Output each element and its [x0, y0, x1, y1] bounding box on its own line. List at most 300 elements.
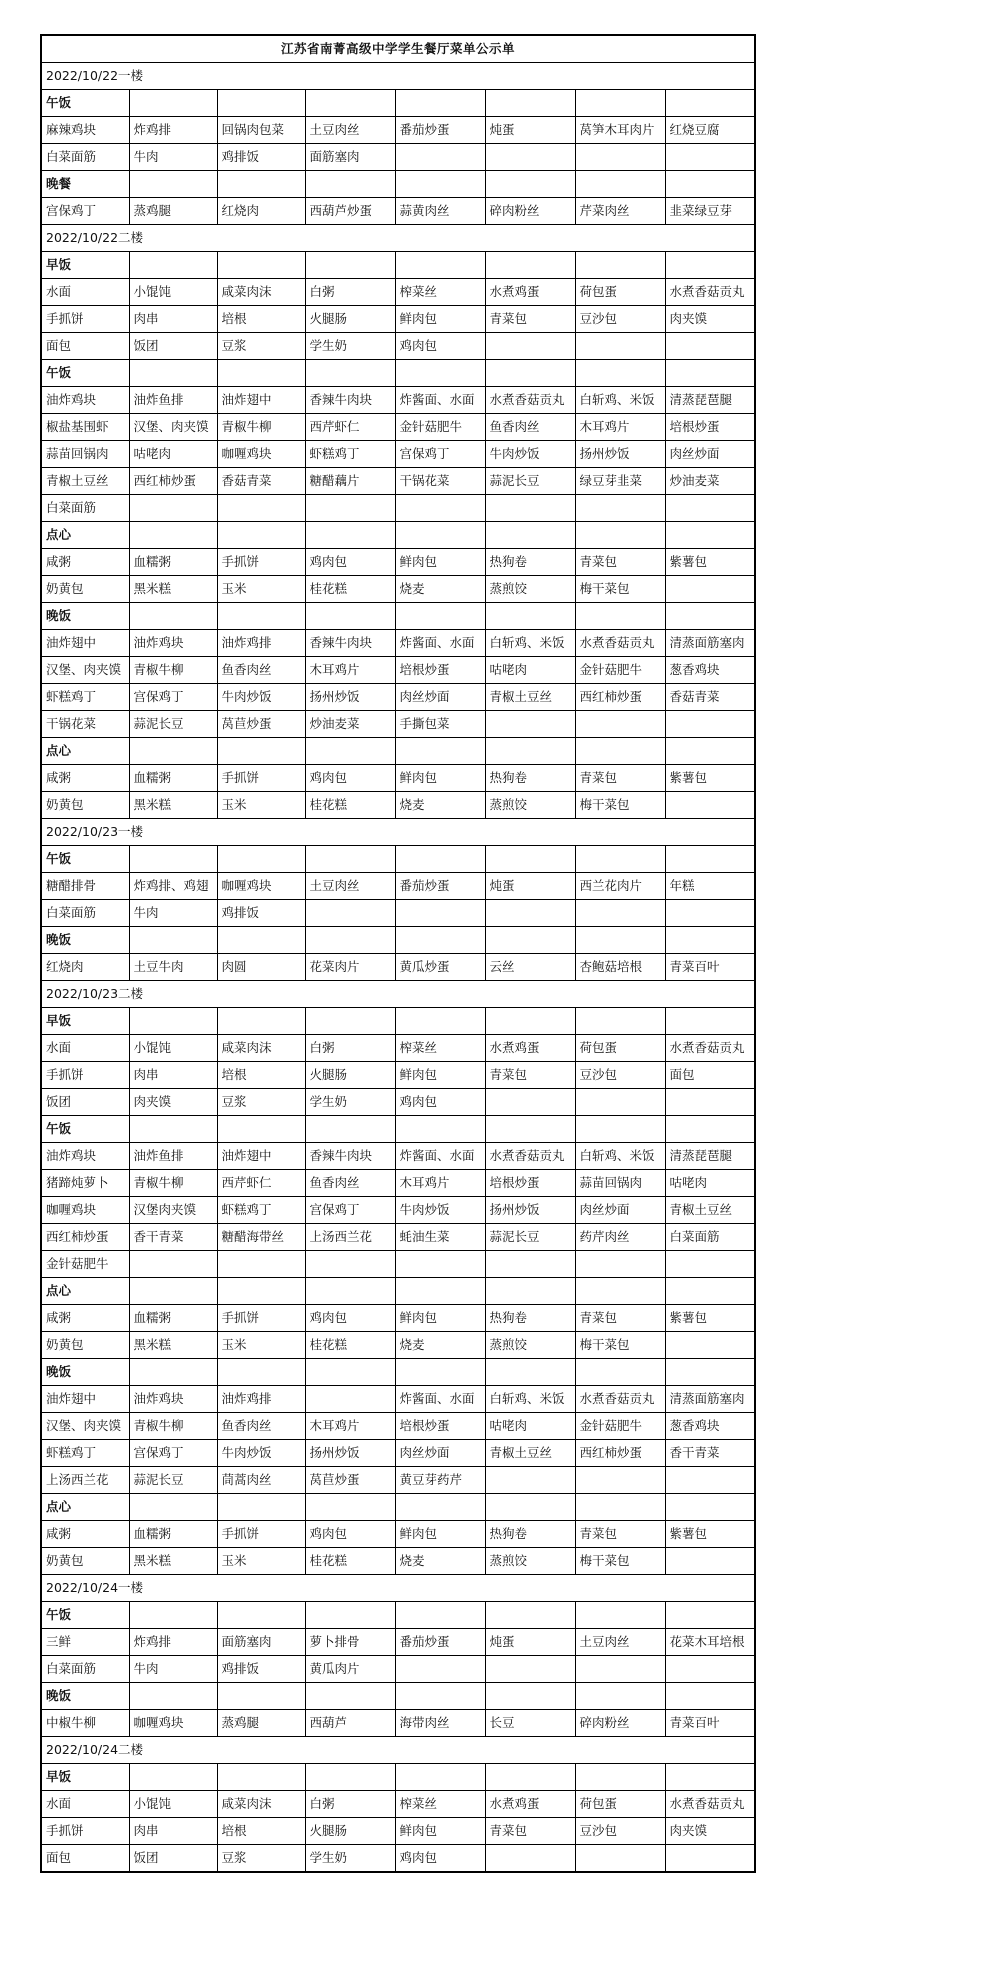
- dish-row: [41, 1845, 755, 1873]
- dish-cell: 油炸翅中: [217, 1143, 305, 1170]
- dish-cell: 油炸翅中: [41, 1386, 129, 1413]
- meal-label-1-0: 早饭: [41, 252, 129, 279]
- meal-header-spacer: [129, 522, 217, 549]
- dish-cell: 咕咾肉: [129, 441, 217, 468]
- dish-cell: 黑米糕: [129, 1332, 217, 1359]
- dish-row: [41, 117, 755, 144]
- dish-cell: 白粥: [305, 1791, 395, 1818]
- meal-header-row: [41, 90, 755, 117]
- dish-row: [41, 630, 755, 657]
- date-header-5: 2022/10/24二楼: [41, 1737, 755, 1764]
- dish-cell: 桂花糕: [305, 792, 395, 819]
- meal-header-spacer: [575, 1116, 665, 1143]
- dish-cell: 白斩鸡、米饭: [485, 1386, 575, 1413]
- dish-cell: 手抓饼: [41, 306, 129, 333]
- dish-cell: 咸菜肉沫: [217, 1791, 305, 1818]
- dish-cell: 鸡排饭: [217, 144, 305, 171]
- dish-cell: 豆沙包: [575, 1062, 665, 1089]
- dish-row: [41, 873, 755, 900]
- empty-cell: [485, 495, 575, 522]
- empty-cell: [485, 900, 575, 927]
- dish-cell: 碎肉粉丝: [485, 198, 575, 225]
- dish-cell: 木耳鸡片: [395, 1170, 485, 1197]
- empty-cell: [575, 900, 665, 927]
- dish-cell: 火腿肠: [305, 1062, 395, 1089]
- dish-cell: 鲜肉包: [395, 765, 485, 792]
- dish-cell: 蒸煎饺: [485, 1548, 575, 1575]
- meal-header-spacer: [395, 738, 485, 765]
- dish-row: [41, 576, 755, 603]
- dish-cell: 饭团: [41, 1089, 129, 1116]
- dish-cell: 水煮鸡蛋: [485, 279, 575, 306]
- dish-cell: 绿豆芽韭菜: [575, 468, 665, 495]
- meal-header-row: [41, 1683, 755, 1710]
- dish-row: [41, 1818, 755, 1845]
- dish-cell: 扬州炒饭: [575, 441, 665, 468]
- dish-cell: 虾糕鸡丁: [41, 1440, 129, 1467]
- meal-header-spacer: [129, 1359, 217, 1386]
- dish-cell: 香辣牛肉块: [305, 1143, 395, 1170]
- dish-cell: 手撕包菜: [395, 711, 485, 738]
- meal-label-3-1: 午饭: [41, 1116, 129, 1143]
- dish-cell: 金针菇肥牛: [395, 414, 485, 441]
- dish-cell: 鲜肉包: [395, 1521, 485, 1548]
- dish-cell: 手抓饼: [41, 1062, 129, 1089]
- dish-row: [41, 657, 755, 684]
- meal-header-spacer: [575, 1359, 665, 1386]
- dish-cell: 咸粥: [41, 765, 129, 792]
- dish-cell: 上汤西兰花: [305, 1224, 395, 1251]
- meal-header-spacer: [129, 90, 217, 117]
- dish-cell: 青椒土豆丝: [41, 468, 129, 495]
- dish-row: [41, 414, 755, 441]
- dish-cell: 炸鸡排: [129, 117, 217, 144]
- meal-header-spacer: [575, 1764, 665, 1791]
- meal-header-spacer: [129, 1278, 217, 1305]
- dish-row: [41, 765, 755, 792]
- dish-cell: 金针菇肥牛: [575, 657, 665, 684]
- meal-header-spacer: [305, 1008, 395, 1035]
- dish-cell: 虾糕鸡丁: [41, 684, 129, 711]
- meal-header-spacer: [129, 1116, 217, 1143]
- meal-header-spacer: [575, 927, 665, 954]
- dish-cell: 木耳鸡片: [305, 1413, 395, 1440]
- meal-header-spacer: [395, 1602, 485, 1629]
- dish-row: [41, 1224, 755, 1251]
- date-header-row: [41, 1575, 755, 1602]
- empty-cell: [665, 1656, 755, 1683]
- meal-header-spacer: [129, 846, 217, 873]
- date-header-row: [41, 1737, 755, 1764]
- empty-cell: [575, 144, 665, 171]
- dish-cell: 面包: [41, 1845, 129, 1873]
- dish-cell: 培根炒蛋: [665, 414, 755, 441]
- dish-cell: 糖醋排骨: [41, 873, 129, 900]
- dish-row: [41, 1656, 755, 1683]
- dish-cell: 蒸煎饺: [485, 576, 575, 603]
- dish-cell: 碎肉粉丝: [575, 1710, 665, 1737]
- meal-header-spacer: [665, 360, 755, 387]
- empty-cell: [575, 1656, 665, 1683]
- dish-cell: 玉米: [217, 792, 305, 819]
- dish-row: [41, 468, 755, 495]
- dish-row: [41, 1440, 755, 1467]
- menu-table: [40, 34, 756, 1873]
- date-header-row: [41, 63, 755, 90]
- dish-cell: 土豆肉丝: [305, 117, 395, 144]
- dish-cell: 奶黄包: [41, 1332, 129, 1359]
- dish-cell: 蒜黄肉丝: [395, 198, 485, 225]
- dish-cell: 肉串: [129, 306, 217, 333]
- dish-cell: 梅干菜包: [575, 792, 665, 819]
- dish-cell: 炸酱面、水面: [395, 1143, 485, 1170]
- dish-cell: 培根: [217, 1818, 305, 1845]
- meal-header-spacer: [217, 360, 305, 387]
- dish-cell: 黄瓜肉片: [305, 1656, 395, 1683]
- meal-header-spacer: [665, 1764, 755, 1791]
- dish-cell: 鱼香肉丝: [217, 657, 305, 684]
- dish-cell: 牛肉炒饭: [217, 684, 305, 711]
- meal-label-4-1: 晚饭: [41, 1683, 129, 1710]
- empty-cell: [485, 1089, 575, 1116]
- dish-cell: 土豆肉丝: [305, 873, 395, 900]
- empty-cell: [129, 495, 217, 522]
- dish-cell: 青菜包: [575, 765, 665, 792]
- empty-cell: [395, 900, 485, 927]
- dish-cell: 土豆牛肉: [129, 954, 217, 981]
- dish-row: [41, 1386, 755, 1413]
- meal-label-3-2: 点心: [41, 1278, 129, 1305]
- dish-cell: 培根: [217, 306, 305, 333]
- empty-cell: [665, 792, 755, 819]
- dish-cell: 青菜包: [575, 1305, 665, 1332]
- dish-cell: 牛肉炒饭: [217, 1440, 305, 1467]
- dish-cell: 豆浆: [217, 1089, 305, 1116]
- dish-cell: 牛肉: [129, 144, 217, 171]
- dish-cell: 紫薯包: [665, 1305, 755, 1332]
- dish-cell: 鱼香肉丝: [305, 1170, 395, 1197]
- dish-cell: 扬州炒饭: [305, 1440, 395, 1467]
- page-title: 江苏省南菁高级中学学生餐厅菜单公示单: [41, 35, 755, 63]
- dish-cell: 肉圆: [217, 954, 305, 981]
- dish-cell: 鲜肉包: [395, 306, 485, 333]
- dish-cell: 蒜泥长豆: [129, 711, 217, 738]
- dish-cell: 西红柿炒蛋: [575, 684, 665, 711]
- dish-cell: 炖蛋: [485, 117, 575, 144]
- dish-cell: 白菜面筋: [665, 1224, 755, 1251]
- meal-header-spacer: [575, 171, 665, 198]
- dish-cell: 汉堡、肉夹馍: [129, 414, 217, 441]
- dish-cell: 手抓饼: [217, 765, 305, 792]
- dish-cell: 回锅肉包菜: [217, 117, 305, 144]
- dish-cell: 土豆肉丝: [575, 1629, 665, 1656]
- empty-cell: [665, 495, 755, 522]
- meal-header-spacer: [575, 603, 665, 630]
- dish-cell: 香菇青菜: [665, 684, 755, 711]
- dish-cell: 金针菇肥牛: [575, 1413, 665, 1440]
- empty-cell: [485, 333, 575, 360]
- dish-cell: 金针菇肥牛: [41, 1251, 129, 1278]
- meal-header-spacer: [665, 1359, 755, 1386]
- dish-row: [41, 1197, 755, 1224]
- dish-cell: 油炸鸡排: [217, 1386, 305, 1413]
- dish-cell: 鸡肉包: [305, 549, 395, 576]
- dish-cell: 肉丝炒面: [665, 441, 755, 468]
- dish-cell: 青菜包: [575, 549, 665, 576]
- meal-header-spacer: [305, 603, 395, 630]
- empty-cell: [665, 711, 755, 738]
- dish-cell: 油炸鱼排: [129, 387, 217, 414]
- dish-cell: 香干青菜: [129, 1224, 217, 1251]
- dish-cell: 油炸鸡排: [217, 630, 305, 657]
- meal-header-row: [41, 1494, 755, 1521]
- date-header-1: 2022/10/22二楼: [41, 225, 755, 252]
- meal-header-row: [41, 360, 755, 387]
- dish-cell: 奶黄包: [41, 576, 129, 603]
- meal-header-spacer: [575, 90, 665, 117]
- dish-cell: 水煮鸡蛋: [485, 1791, 575, 1818]
- dish-cell: 荷包蛋: [575, 1791, 665, 1818]
- dish-row: [41, 1035, 755, 1062]
- empty-cell: [665, 1467, 755, 1494]
- dish-cell: 热狗卷: [485, 765, 575, 792]
- dish-cell: 扬州炒饭: [305, 684, 395, 711]
- meal-header-spacer: [395, 171, 485, 198]
- dish-cell: 炸鸡排: [129, 1629, 217, 1656]
- dish-cell: 炒油麦菜: [665, 468, 755, 495]
- empty-cell: [305, 495, 395, 522]
- dish-cell: 茼蒿肉丝: [217, 1467, 305, 1494]
- dish-cell: 烧麦: [395, 576, 485, 603]
- date-header-row: [41, 981, 755, 1008]
- meal-header-spacer: [665, 1116, 755, 1143]
- meal-label-1-4: 点心: [41, 738, 129, 765]
- dish-cell: 西红柿炒蛋: [575, 1440, 665, 1467]
- dish-cell: 花菜肉片: [305, 954, 395, 981]
- dish-cell: 白斩鸡、米饭: [575, 387, 665, 414]
- dish-cell: 咸粥: [41, 549, 129, 576]
- meal-label-3-0: 早饭: [41, 1008, 129, 1035]
- dish-cell: 肉丝炒面: [395, 1440, 485, 1467]
- meal-header-row: [41, 927, 755, 954]
- dish-cell: 学生奶: [305, 333, 395, 360]
- empty-cell: [395, 495, 485, 522]
- meal-header-spacer: [217, 1602, 305, 1629]
- meal-header-spacer: [395, 90, 485, 117]
- meal-header-spacer: [575, 1602, 665, 1629]
- empty-cell: [305, 1386, 395, 1413]
- dish-cell: 番茄炒蛋: [395, 873, 485, 900]
- dish-cell: 炸鸡排、鸡翅: [129, 873, 217, 900]
- meal-header-spacer: [485, 1278, 575, 1305]
- dish-cell: 鲜肉包: [395, 1062, 485, 1089]
- meal-header-spacer: [305, 1116, 395, 1143]
- meal-label-2-0: 午饭: [41, 846, 129, 873]
- dish-cell: 虾糕鸡丁: [305, 441, 395, 468]
- dish-cell: 鲜肉包: [395, 1818, 485, 1845]
- empty-cell: [305, 900, 395, 927]
- meal-header-spacer: [395, 927, 485, 954]
- dish-cell: 鸡肉包: [395, 1089, 485, 1116]
- dish-cell: 红烧肉: [217, 198, 305, 225]
- dish-cell: 黄瓜炒蛋: [395, 954, 485, 981]
- dish-cell: 榨菜丝: [395, 1035, 485, 1062]
- empty-cell: [665, 1251, 755, 1278]
- meal-header-spacer: [305, 1359, 395, 1386]
- meal-header-row: [41, 1602, 755, 1629]
- meal-header-spacer: [485, 738, 575, 765]
- empty-cell: [485, 144, 575, 171]
- meal-header-spacer: [665, 927, 755, 954]
- dish-cell: 西芹虾仁: [217, 1170, 305, 1197]
- meal-header-spacer: [305, 252, 395, 279]
- meal-header-spacer: [305, 1764, 395, 1791]
- dish-cell: 年糕: [665, 873, 755, 900]
- empty-cell: [395, 1251, 485, 1278]
- meal-header-row: [41, 1116, 755, 1143]
- meal-header-spacer: [395, 1764, 485, 1791]
- dish-cell: 咕咾肉: [665, 1170, 755, 1197]
- meal-header-spacer: [665, 1602, 755, 1629]
- meal-header-spacer: [575, 1278, 665, 1305]
- empty-cell: [575, 1089, 665, 1116]
- meal-header-spacer: [665, 522, 755, 549]
- dish-cell: 鱼香肉丝: [485, 414, 575, 441]
- empty-cell: [485, 1656, 575, 1683]
- dish-cell: 饭团: [129, 333, 217, 360]
- dish-cell: 鸡肉包: [395, 333, 485, 360]
- dish-cell: 西红柿炒蛋: [129, 468, 217, 495]
- meal-header-row: [41, 1008, 755, 1035]
- dish-cell: 肉夹馍: [129, 1089, 217, 1116]
- empty-cell: [665, 1332, 755, 1359]
- menu-title-row: [41, 35, 755, 63]
- dish-cell: 血糯粥: [129, 1521, 217, 1548]
- dish-cell: 手抓饼: [217, 549, 305, 576]
- dish-cell: 咸菜肉沫: [217, 1035, 305, 1062]
- dish-cell: 白菜面筋: [41, 900, 129, 927]
- meal-header-spacer: [217, 1116, 305, 1143]
- dish-cell: 培根炒蛋: [395, 1413, 485, 1440]
- empty-cell: [485, 1845, 575, 1873]
- date-header-row: [41, 819, 755, 846]
- meal-header-spacer: [305, 1602, 395, 1629]
- dish-cell: 青菜包: [485, 1818, 575, 1845]
- dish-cell: 蒸煎饺: [485, 1332, 575, 1359]
- dish-cell: 血糯粥: [129, 549, 217, 576]
- meal-header-row: [41, 1359, 755, 1386]
- dish-cell: 炸酱面、水面: [395, 387, 485, 414]
- dish-cell: 糖醋藕片: [305, 468, 395, 495]
- meal-header-spacer: [665, 1494, 755, 1521]
- meal-label-4-0: 午饭: [41, 1602, 129, 1629]
- dish-cell: 蚝油生菜: [395, 1224, 485, 1251]
- dish-cell: 烧麦: [395, 1548, 485, 1575]
- dish-cell: 肉夹馍: [665, 306, 755, 333]
- dish-cell: 鸡排饭: [217, 1656, 305, 1683]
- dish-cell: 咖喱鸡块: [217, 873, 305, 900]
- meal-header-spacer: [129, 1683, 217, 1710]
- dish-cell: 西红柿炒蛋: [41, 1224, 129, 1251]
- empty-cell: [575, 333, 665, 360]
- dish-cell: 鸡肉包: [305, 765, 395, 792]
- dish-cell: 芹菜肉丝: [575, 198, 665, 225]
- dish-cell: 鸡肉包: [305, 1305, 395, 1332]
- dish-cell: 豆浆: [217, 1845, 305, 1873]
- dish-cell: 宫保鸡丁: [41, 198, 129, 225]
- dish-cell: 白粥: [305, 279, 395, 306]
- dish-cell: 紫薯包: [665, 549, 755, 576]
- meal-header-spacer: [395, 1116, 485, 1143]
- dish-cell: 水面: [41, 1035, 129, 1062]
- dish-row: [41, 144, 755, 171]
- empty-cell: [665, 576, 755, 603]
- meal-header-spacer: [305, 90, 395, 117]
- dish-cell: 油炸鸡块: [41, 1143, 129, 1170]
- meal-header-spacer: [305, 738, 395, 765]
- dish-cell: 萝卜排骨: [305, 1629, 395, 1656]
- dish-cell: 蒸煎饺: [485, 792, 575, 819]
- dish-cell: 热狗卷: [485, 549, 575, 576]
- dish-cell: 西葫芦: [305, 1710, 395, 1737]
- dish-row: [41, 279, 755, 306]
- dish-cell: 清蒸琵琶腿: [665, 387, 755, 414]
- dish-cell: 番茄炒蛋: [395, 1629, 485, 1656]
- empty-cell: [665, 333, 755, 360]
- dish-cell: 荷包蛋: [575, 279, 665, 306]
- meal-header-spacer: [395, 1008, 485, 1035]
- meal-header-spacer: [217, 1359, 305, 1386]
- dish-cell: 香辣牛肉块: [305, 387, 395, 414]
- meal-label-3-3: 晚饭: [41, 1359, 129, 1386]
- meal-header-spacer: [575, 738, 665, 765]
- dish-cell: 血糯粥: [129, 1305, 217, 1332]
- dish-cell: 宫保鸡丁: [129, 684, 217, 711]
- dish-row: [41, 1143, 755, 1170]
- dish-cell: 炖蛋: [485, 873, 575, 900]
- meal-header-spacer: [217, 738, 305, 765]
- meal-header-spacer: [485, 1683, 575, 1710]
- dish-cell: 咖喱鸡块: [217, 441, 305, 468]
- dish-cell: 小馄饨: [129, 1035, 217, 1062]
- meal-header-spacer: [305, 927, 395, 954]
- date-header-0: 2022/10/22一楼: [41, 63, 755, 90]
- dish-cell: 烧麦: [395, 1332, 485, 1359]
- meal-header-spacer: [485, 90, 575, 117]
- meal-header-spacer: [305, 846, 395, 873]
- meal-header-row: [41, 846, 755, 873]
- dish-cell: 青椒土豆丝: [665, 1197, 755, 1224]
- dish-row: [41, 711, 755, 738]
- dish-row: [41, 954, 755, 981]
- dish-row: [41, 549, 755, 576]
- meal-header-spacer: [485, 1359, 575, 1386]
- dish-cell: 油炸翅中: [217, 387, 305, 414]
- dish-cell: 牛肉炒饭: [395, 1197, 485, 1224]
- dish-cell: 桂花糕: [305, 576, 395, 603]
- meal-header-spacer: [485, 846, 575, 873]
- dish-cell: 油炸鱼排: [129, 1143, 217, 1170]
- dish-cell: 面包: [41, 333, 129, 360]
- dish-cell: 莴笋木耳肉片: [575, 117, 665, 144]
- meal-header-spacer: [485, 1008, 575, 1035]
- dish-cell: 水煮鸡蛋: [485, 1035, 575, 1062]
- dish-cell: 杏鲍菇培根: [575, 954, 665, 981]
- dish-row: [41, 900, 755, 927]
- meal-header-row: [41, 1278, 755, 1305]
- dish-cell: 青椒牛柳: [129, 1170, 217, 1197]
- meal-header-spacer: [217, 1683, 305, 1710]
